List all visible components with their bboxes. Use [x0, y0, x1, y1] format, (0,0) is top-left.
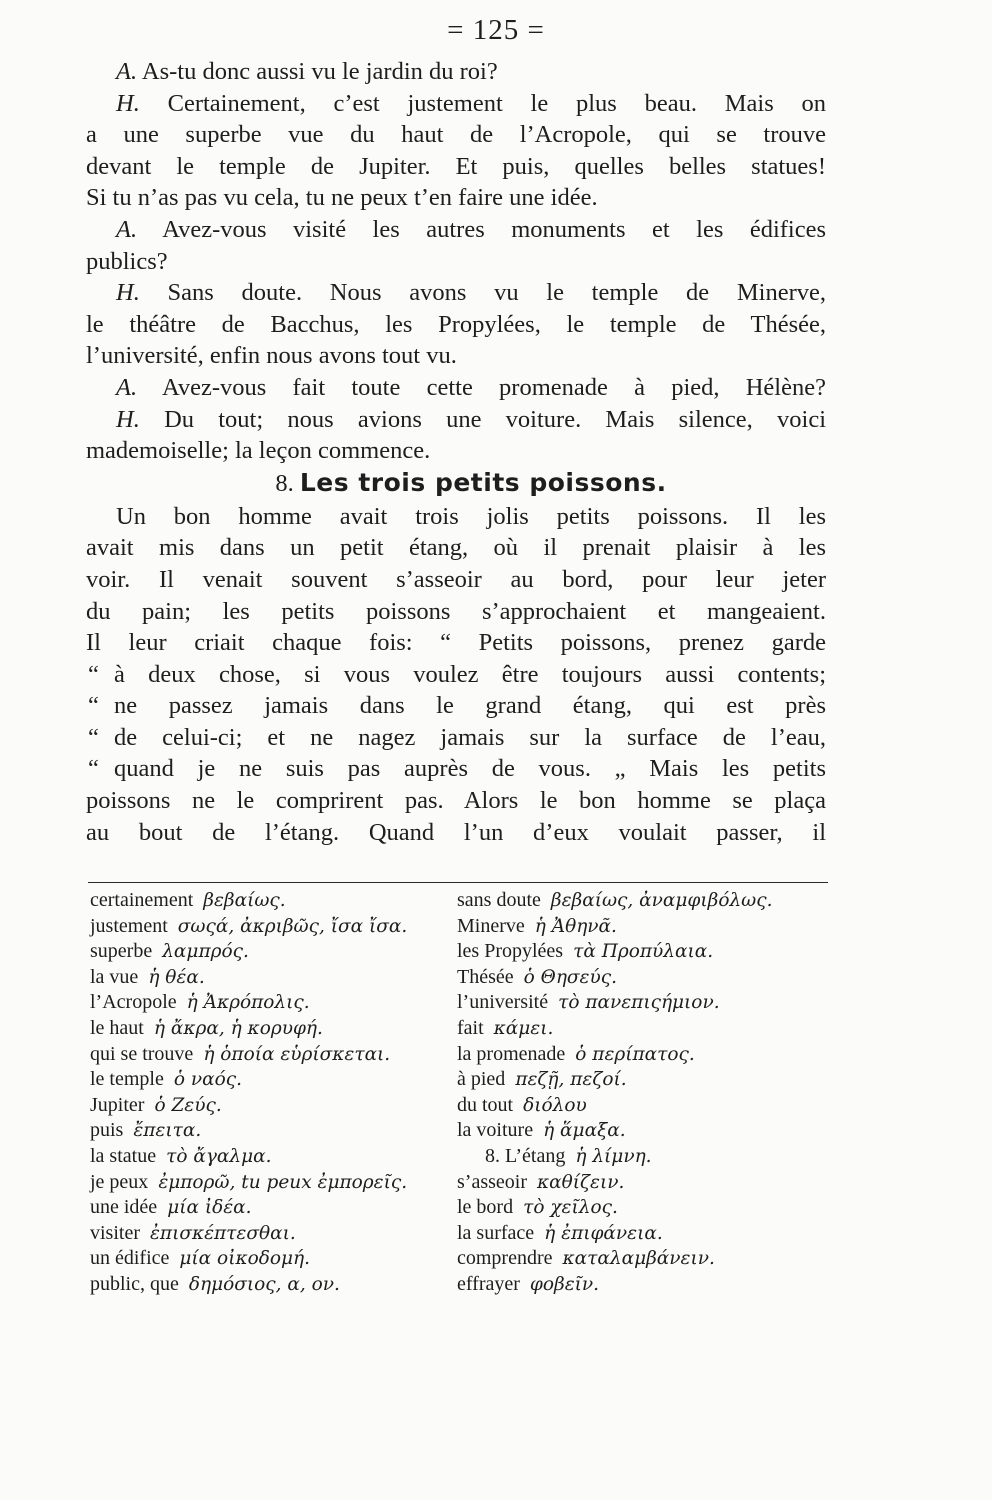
story-line [86, 627, 826, 659]
vocabulary-entry [457, 1195, 837, 1221]
greek-translation: ὁ Ζεύς. [154, 1094, 222, 1116]
french-word: une idée [90, 1196, 158, 1219]
story-line [86, 785, 826, 817]
section-title: Les trois petits poissons. [299, 467, 667, 497]
vocabulary-entry [457, 914, 837, 940]
vocabulary-entry [90, 1221, 450, 1247]
greek-translation: ἡ ἐπιφάνεια. [544, 1222, 663, 1244]
dialogue-text: Sans doute. Nous avons vu le temple de Minerve, [167, 279, 827, 307]
story-text-line: avait mis dans un petit étang, où il prenait plaisir à les [86, 534, 826, 562]
main-text [86, 56, 826, 848]
greek-translation: διόλου [523, 1094, 587, 1116]
vocabulary-entry [457, 965, 837, 991]
greek-translation: βεβαίως, ἀναμφιβόλως. [550, 890, 773, 911]
footnote-divider [88, 882, 828, 883]
vocabulary-entry [90, 1042, 450, 1068]
dialogue-line [86, 309, 826, 341]
dialogue-line [86, 277, 826, 309]
french-word: la statue [90, 1144, 157, 1167]
dialogue-text: Certainement, c’est justement le plus beau. Mais on [167, 89, 827, 117]
french-word: je peux [90, 1170, 149, 1193]
vocabulary-entry [90, 1093, 450, 1119]
dialogue-line [86, 56, 826, 88]
greek-translation: ἡ θέα. [148, 966, 205, 988]
vocabulary-entry [90, 939, 450, 965]
vocabulary-entry [90, 1016, 450, 1042]
greek-translation: καταλαμβάνειν. [562, 1248, 715, 1270]
story-line [86, 690, 826, 722]
dialogue-text: Du tout; nous avions une voiture. Mais silence, voici [164, 405, 826, 433]
vocabulary-entry [457, 1221, 837, 1247]
greek-translation: τὸ πανεπιςήμιον. [558, 992, 720, 1014]
vocabulary-entry [90, 1246, 450, 1272]
french-word: la vue [90, 965, 139, 988]
story-text [86, 501, 826, 849]
speaker-label: H. [116, 89, 140, 117]
dialogue-text: le théâtre de Bacchus, les Propylées, le temple de Thésée, [86, 310, 826, 338]
greek-translation: ὁ ναός. [173, 1069, 242, 1091]
dialogue-text: publics? [86, 247, 168, 275]
vocabulary-entry [90, 1144, 450, 1170]
vocabulary-entry [457, 1016, 837, 1042]
french-word: le haut [90, 1016, 144, 1039]
french-word: le temple [90, 1068, 164, 1091]
dialogue-line [86, 372, 826, 404]
dialogue-text: mademoiselle; la leçon commence. [86, 437, 431, 465]
speaker-label: A. [116, 215, 138, 243]
french-word: comprendre [457, 1247, 553, 1270]
dialogue-text: As-tu donc aussi vu le jardin du roi? [141, 58, 498, 85]
greek-translation: καθίζειν. [536, 1171, 625, 1193]
greek-translation: ἡ ἅμαξα. [543, 1120, 626, 1142]
greek-translation: ὁ Θησεύς. [523, 966, 617, 988]
speaker-label: A. [116, 373, 138, 401]
story-line [86, 659, 826, 691]
quote-mark: “ [88, 660, 99, 688]
greek-translation: ὁ περίπατος. [575, 1043, 695, 1065]
french-word: s’asseoir [457, 1170, 527, 1193]
dialogue-line [86, 182, 826, 214]
dialogue-text: a une superbe vue du haut de l’Acropole, qui se trouve [86, 121, 826, 149]
vocabulary-entry [457, 990, 837, 1016]
quote-mark: “ [88, 692, 99, 720]
story-line [86, 753, 826, 785]
dialogue-line [86, 340, 826, 372]
vocabulary-entry [457, 1144, 837, 1170]
french-word: sans doute [457, 889, 541, 911]
greek-translation: κάμει. [493, 1017, 554, 1039]
french-word: justement [90, 914, 168, 937]
story-line [86, 596, 826, 628]
speaker-label: A. [116, 58, 138, 85]
greek-translation: βεβαίως. [203, 890, 286, 911]
dialogue-line [86, 435, 826, 467]
story-text-line: ne passez jamais dans le grand étang, qui est près [114, 692, 826, 720]
story-line [86, 532, 826, 564]
greek-translation: μία οἰκοδομή. [179, 1248, 310, 1270]
french-word: 8. L’étang [485, 1144, 566, 1167]
french-word: la surface [457, 1221, 535, 1244]
vocabulary-entry [457, 1042, 837, 1068]
french-word: Minerve [457, 914, 525, 937]
speaker-label: H. [116, 405, 140, 433]
greek-translation: ἐπισκέπτεσθαι. [150, 1222, 296, 1244]
french-word: à pied [457, 1068, 506, 1091]
greek-translation: τὸ ἄγαλμα. [166, 1145, 272, 1167]
story-text-line: quand je ne suis pas auprès de vous. „ Mais les petits [114, 755, 826, 783]
page-number: = 125 = [447, 14, 545, 46]
story-line [86, 722, 826, 754]
vocabulary-entry [457, 939, 837, 965]
vocabulary-left-column [90, 888, 450, 1298]
french-word: la promenade [457, 1042, 566, 1065]
greek-translation: τὸ χεῖλος. [523, 1197, 618, 1219]
greek-translation: τὰ Προπύλαια. [573, 941, 714, 963]
greek-translation: ἡ ἄκρα, ἡ κορυφή. [153, 1017, 323, 1039]
vocabulary-entry [457, 1272, 837, 1298]
french-word: qui se trouve [90, 1042, 194, 1065]
quote-mark: “ [88, 723, 99, 751]
dialogue-line [86, 88, 826, 120]
greek-translation: ἡ ὁποία εὑρίσκεται. [203, 1043, 391, 1065]
french-word: le bord [457, 1196, 514, 1219]
french-word: Jupiter [90, 1093, 145, 1116]
greek-translation: λαμπρός. [162, 941, 249, 963]
french-word: les Propylées [457, 940, 564, 963]
dialogue-line [86, 246, 826, 278]
vocabulary-entry [457, 1246, 837, 1272]
french-word: du tout [457, 1093, 514, 1116]
section-number: 8. [275, 469, 294, 497]
vocabulary-entry [90, 990, 450, 1016]
french-word: visiter [90, 1221, 140, 1244]
greek-translation: ἡ Ἀθηνᾶ. [534, 915, 617, 937]
story-text-line: du pain; les petits poissons s’approchaient et mangeaient. [86, 597, 826, 625]
vocabulary-right-column [457, 888, 837, 1298]
story-text-line: poissons ne le comprirent pas. Alors le bon homme se plaça [86, 787, 826, 815]
french-word: un édifice [90, 1247, 170, 1270]
vocabulary-entry [90, 914, 450, 940]
vocabulary-entry [90, 1272, 450, 1298]
story-text-line: Il leur criait chaque fois: “ Petits poissons, prenez garde [86, 629, 826, 657]
vocabulary-entry [457, 1093, 837, 1119]
french-word: Thésée [457, 965, 514, 988]
french-word: l’université [457, 991, 549, 1014]
section-heading [86, 467, 826, 501]
french-word: effrayer [457, 1272, 520, 1295]
french-word: certainement [90, 889, 194, 911]
story-text-line: voir. Il venait souvent s’asseoir au bord, pour leur jeter [86, 565, 826, 593]
quote-mark: “ [88, 755, 99, 783]
dialogue-text: Si tu n’as pas vu cela, tu ne peux t’en faire une idée. [86, 184, 598, 212]
dialogue-text: l’université, enfin nous avons tout vu. [86, 342, 457, 370]
vocabulary-entry [457, 1170, 837, 1196]
vocabulary-entry [90, 888, 450, 914]
vocabulary-entry [90, 965, 450, 991]
story-text-line: au bout de l’étang. Quand l’un d’eux voulait passer, il [86, 818, 826, 846]
vocabulary-entry [90, 1170, 450, 1196]
story-line [86, 817, 826, 849]
dialogue [86, 56, 826, 467]
vocabulary-entry [457, 888, 837, 914]
french-word: public, que [90, 1272, 179, 1295]
greek-translation: σωςά, ἀκριβῶς, ἴσα ἴσα. [177, 915, 408, 937]
greek-translation: φοβεῖν. [529, 1273, 600, 1295]
vocabulary-entry [90, 1067, 450, 1093]
greek-translation: ἡ Ἀκρόπολις. [186, 992, 310, 1014]
greek-translation: ἐμπορῶ, tu peux ἐμπορεῖς. [158, 1171, 408, 1193]
dialogue-line [86, 404, 826, 436]
story-text-line: à deux chose, si vous voulez être toujours aussi contents; [114, 660, 826, 688]
french-word: puis [90, 1119, 124, 1142]
greek-translation: πεζῇ, πεζοί. [515, 1069, 627, 1091]
dialogue-line [86, 214, 826, 246]
story-text-line: de celui-ci; et ne nagez jamais sur la surface de l’eau, [114, 723, 826, 751]
story-text-line: Un bon homme avait trois jolis petits poissons. Il les [116, 502, 826, 530]
dialogue-line [86, 151, 826, 183]
vocabulary-entry [90, 1195, 450, 1221]
vocabulary-entry [90, 1118, 450, 1144]
greek-translation: ἡ λίμνη. [575, 1145, 652, 1167]
dialogue-line [86, 119, 826, 151]
dialogue-text: devant le temple de Jupiter. Et puis, quelles belles statues! [86, 152, 826, 180]
story-line [86, 564, 826, 596]
vocabulary-entry [457, 1067, 837, 1093]
speaker-label: H. [116, 279, 140, 307]
french-word: la voiture [457, 1119, 534, 1142]
french-word: fait [457, 1016, 484, 1039]
french-word: superbe [90, 940, 153, 963]
greek-translation: ἔπειτα. [133, 1120, 202, 1142]
greek-translation: δημόσιος, α, ον. [188, 1273, 340, 1295]
dialogue-text: Avez-vous fait toute cette promenade à pied, Hélène? [161, 373, 826, 401]
greek-translation: μία ἰδέα. [167, 1197, 252, 1219]
french-word: l’Acropole [90, 991, 177, 1014]
dialogue-text: Avez-vous visité les autres monuments et les édifices [162, 215, 827, 243]
story-line [86, 501, 826, 533]
vocabulary-entry [457, 1118, 837, 1144]
